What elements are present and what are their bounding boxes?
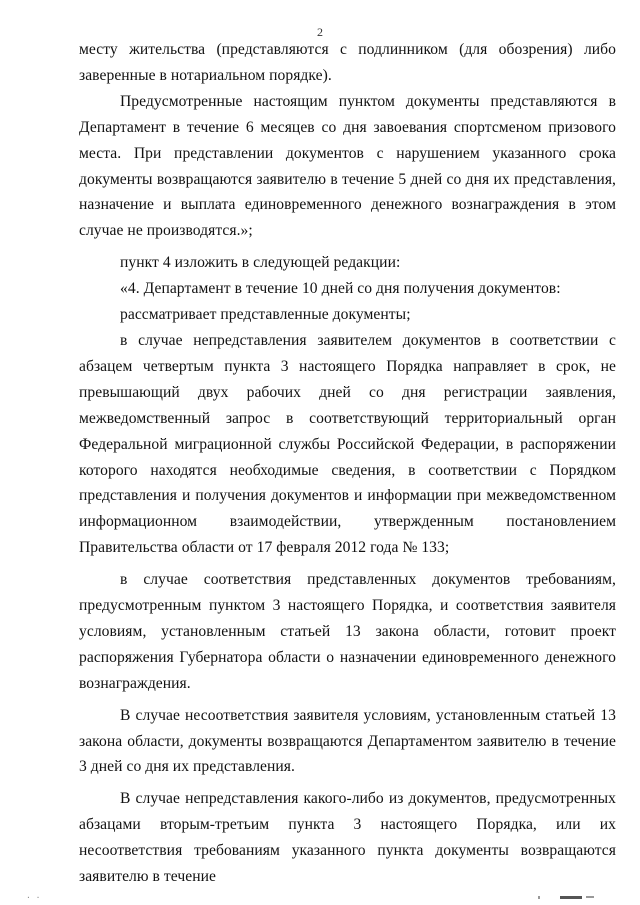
page-number: 2 <box>317 25 323 39</box>
paragraph-return-missing: В случае непредставления какого-либо из документов, предусмотренных абзацами вторым-третьим пункта 3 настоящего Порядка, или их несоответствия требованиям указанного пункта документы возвращаются заявителю в течение <box>79 790 616 886</box>
paragraph-return-mismatch: В случае несоответствия заявителя условиям, установленным статьей 13 закона области, документы возвращаются Департаментом заявителю в течение 3 дней со дня их представления. <box>79 706 616 776</box>
paragraph-draft-order: в случае соответствия представленных документов требованиям, предусмотренным пунктом 3 настоящего Порядка, и соответствия заявителя условиям, установленным статьей 13 закона области, готовит проект распоряжения Губернатора области о назначении единовременного денежного вознаграждения. <box>79 571 616 692</box>
document-body <box>79 37 616 890</box>
paragraph-amendment-intro: пункт 4 изложить в следующей редакции: <box>120 254 401 272</box>
paragraph-interagency-request: в случае непредставления заявителем документов в соответствии с абзацем четвертым пункта 3 настоящего Порядка направляет в срок, не превышающий двух рабочих дней со дня регистрации заявления, межведомственный запрос в соответствующий территориальный орган Федеральной миграционной службы Российской Федерации, в распоряжении которого находятся необходимые сведения, в соответствии с Порядком представления и получения документов и информации при межведомственном информационном взаимодействии, утвержденным постановлением Правительства области от 17 февраля 2012 года № 133; <box>79 331 616 557</box>
paragraph-continuation: месту жительства (представляются с подлинником (для обозрения) либо заверенные в нотариальном порядке). <box>79 41 616 84</box>
paragraph-clause-4: «4. Департамент в течение 10 дней со дня получения документов: <box>120 280 561 298</box>
paragraph-review: рассматривает представленные документы; <box>120 306 411 324</box>
paragraph-deadline: Предусмотренные настоящим пунктом документы представляются в Департамент в течение 6 месяцев со дня завоевания спортсменом призового места. При представлении документов с нарушением указанного срока документы возвращаются заявителю в течение 5 дней со дня их представления, назначение и выплата единовременного денежного вознаграждения в этом случае не производятся.»; <box>79 92 616 240</box>
scan-artifact-mark <box>586 896 594 898</box>
scan-artifact-left: · · <box>26 893 41 902</box>
scan-artifact-barcode <box>560 896 582 899</box>
scan-artifact-tick <box>538 896 540 899</box>
